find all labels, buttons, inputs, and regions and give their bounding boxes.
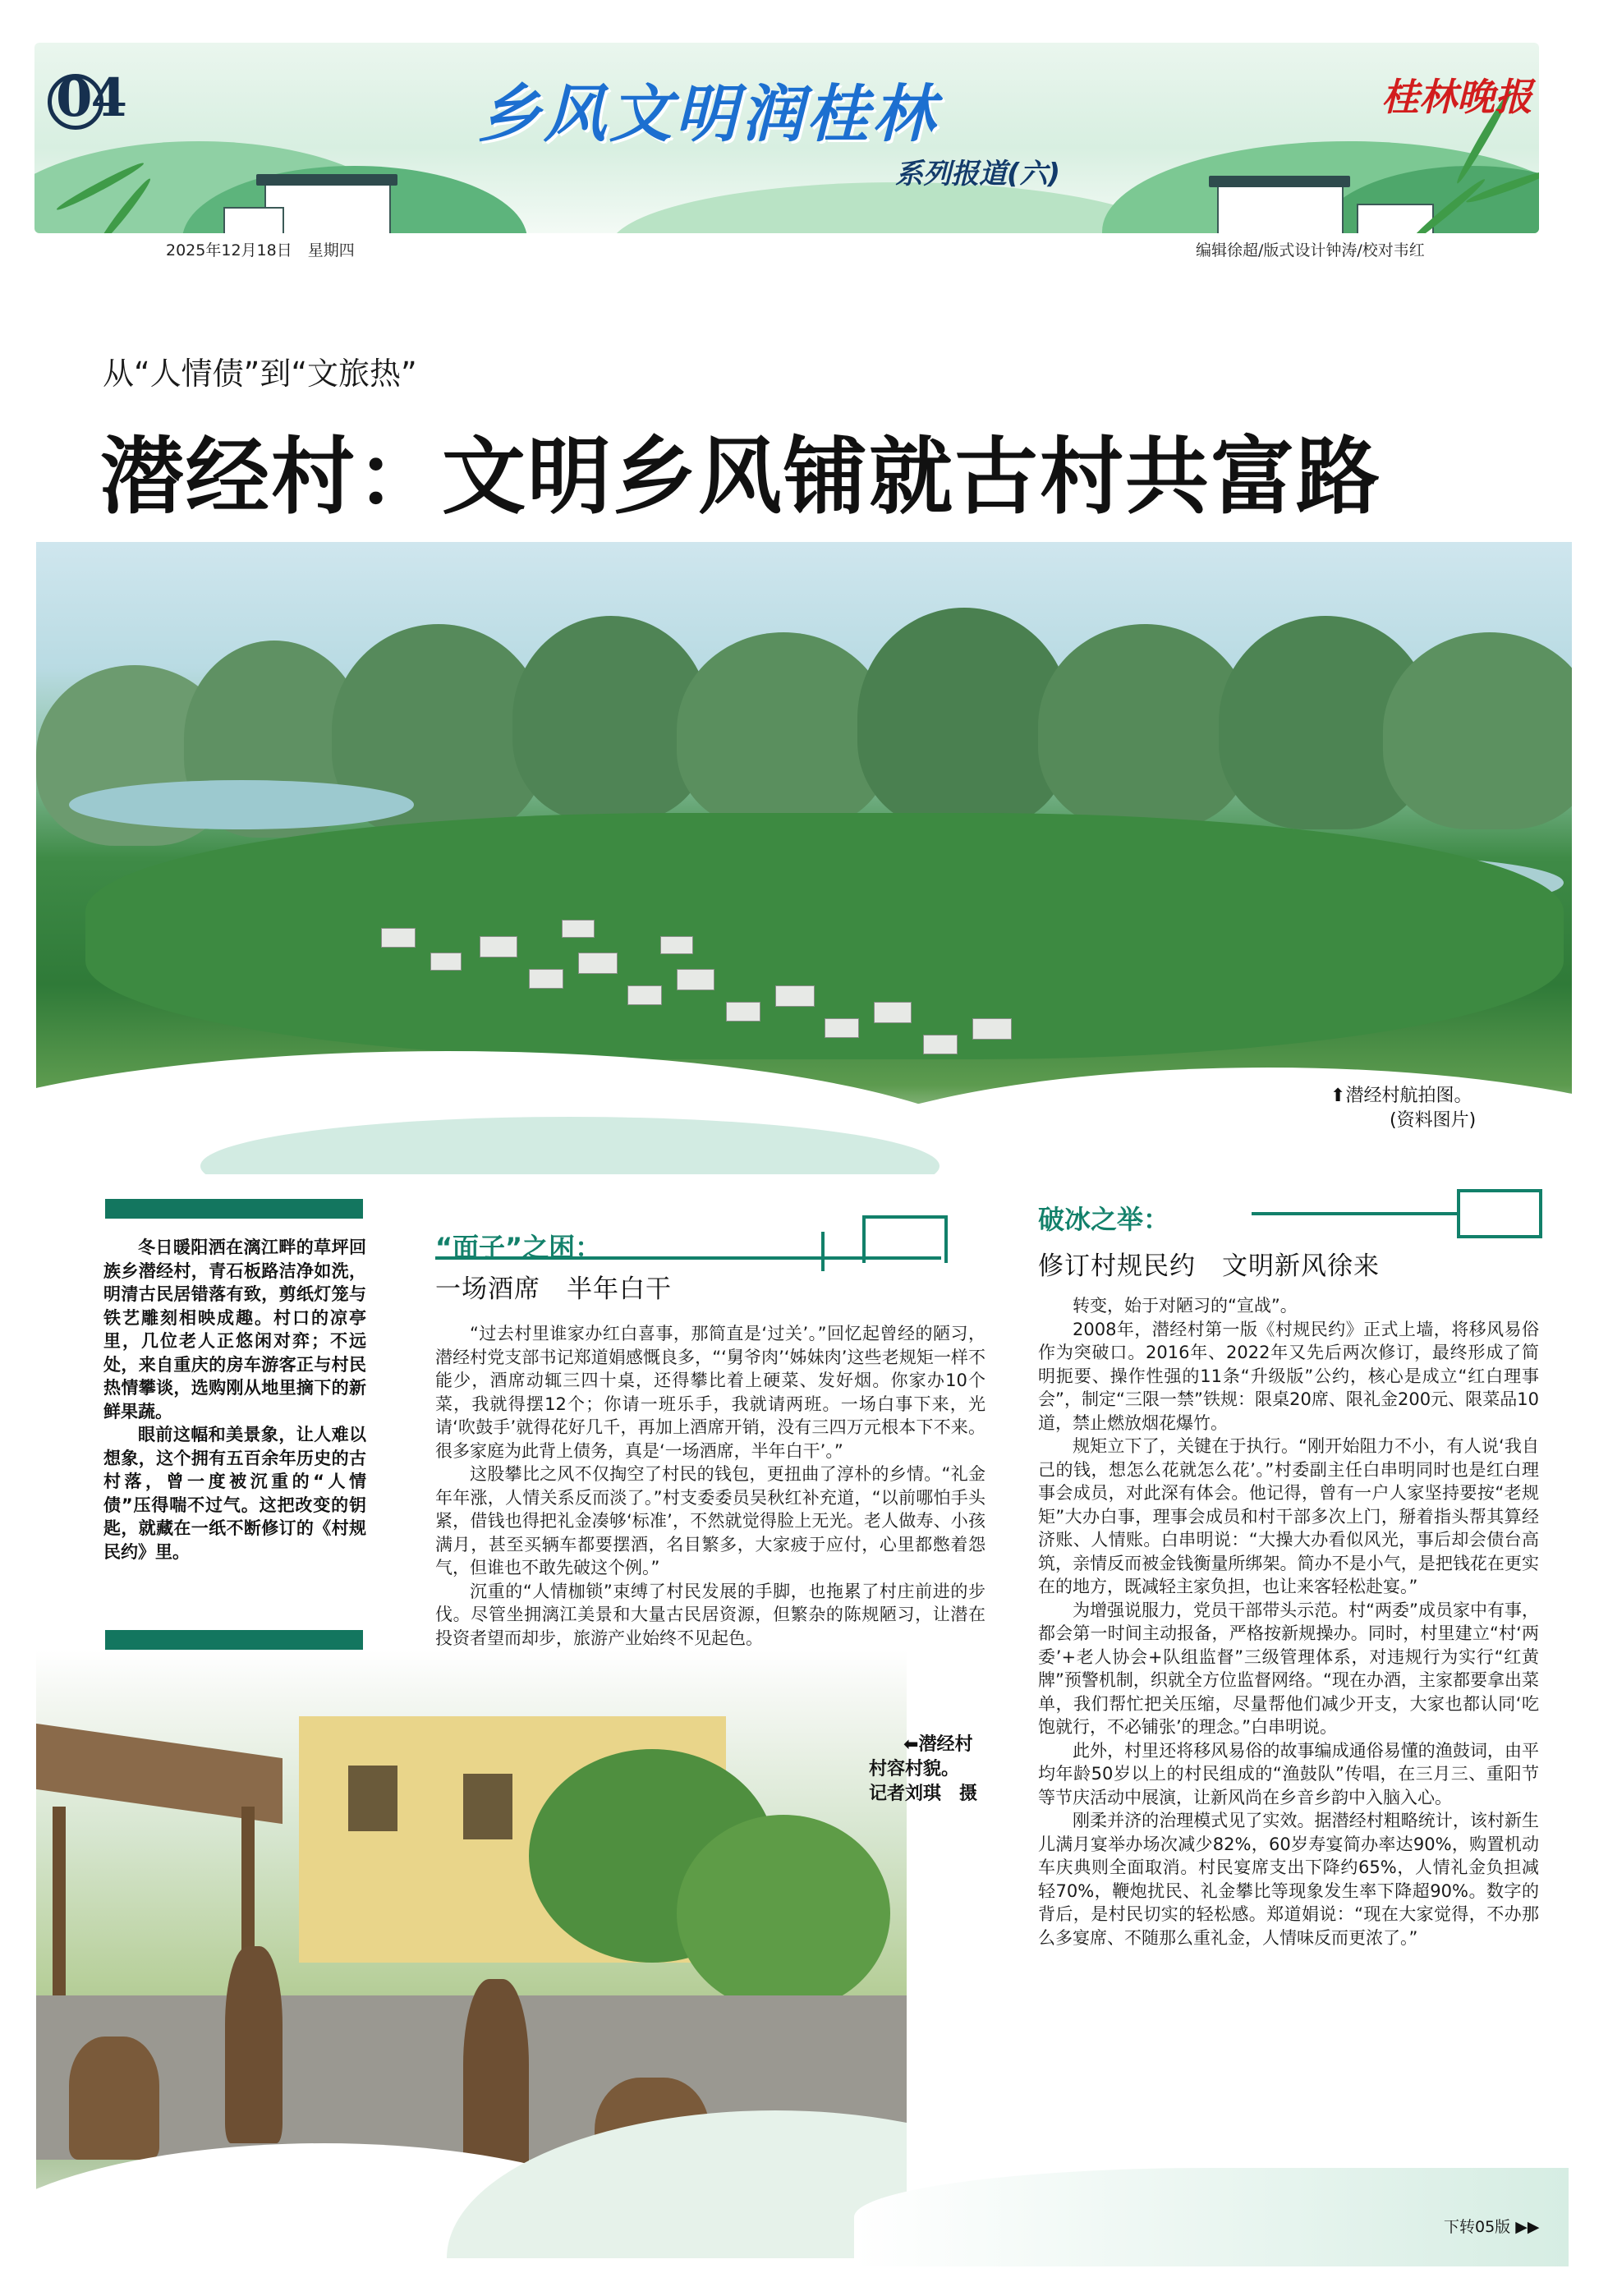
section1-heading	[435, 1215, 961, 1314]
kicker: 从“人情债”到“文旅热”	[103, 356, 417, 392]
column-title: 乡风文明润桂林	[478, 77, 938, 150]
intro-bottom-bar	[105, 1630, 363, 1650]
house-icon	[223, 207, 284, 233]
section2-heading	[1038, 1189, 1547, 1293]
body-paragraph: 转变，始于对陋习的“宣战”。	[1073, 1296, 1298, 1316]
intro-paragraph: 冬日暖阳洒在漓江畔的草坪回族乡潜经村，青石板路洁净如洗，明清古民居错落有致，剪纸灯笼与铁艺雕刻相映成趣。村口的凉亭里，几位老人正悠闲对弈；不远处，来自重庆的房车游客正与村民热情攀谈，选购刚从地里摘下的新鲜果蔬。	[103, 1238, 366, 1421]
headline: 潜经村：文明乡风铺就古村共富路	[100, 429, 1381, 526]
intro-top-bar	[105, 1199, 363, 1219]
house-icon	[1217, 184, 1344, 233]
arrow-left-icon: ⬅	[903, 1734, 919, 1755]
village-photo	[36, 1651, 907, 2258]
arrow-right-icon: ▶▶	[1510, 2218, 1540, 2236]
body-paragraph: 刚柔并济的治理模式见了实效。据潜经村粗略统计，该村新生儿满月宴举办场次减少82%，60岁寿宴简办率达90%，购置机动车庆典则全面取消。村民宴席支出下降约65%，人情礼金负担减轻70%，鞭炮扰民、礼金攀比等现象发生率下降超90%。数字的背后，是村民切实的轻松感。郑道娟说：“现在大家觉得，不办那么多宴席、不随那么重礼金，人情味反而更浓了。”	[1038, 1811, 1539, 1948]
section1-subtitle: 一场酒席 半年白干	[435, 1274, 672, 1304]
body-paragraph: 规矩立下了，关键在于执行。“刚开始阻力不小，有人说‘我自己的钱，想怎么花就怎么花’。”村委副主任白串明同时也是红白理事会成员，对此深有体会。他记得，曾有一户人家坚持要按“老规矩”大办白事，理事会成员和村干部多次上门，掰着指头帮其算经济账、人情账。白串明说：“大操大办看似风光，事后却会债台高筑，亲情反而被金钱衡量所绑架。简办不是小气，是把钱花在更实在的地方，既减轻主家负担，也让来客轻松赴宴。”	[1038, 1436, 1539, 1596]
series-label: 系列报道(六)	[895, 158, 1061, 191]
body-paragraph: “过去村里谁家办红白喜事，那简直是‘过关’。”回忆起曾经的陋习，潜经村党支部书记郑道娟感慨良多，“‘舅爷肉’‘姊妹肉’这些老规矩一样不能少，酒席动辄三四十桌，还得攀比着上硬菜、发好烟。你家办10个菜，我就得摆12个；你请一班乐手，我就请两班。一场白事下来，光请‘吹鼓手’就得花好几千，再加上酒席开销，没有三四万元根本下不来。很多家庭为此背上债务，真是‘一场酒席，半年白干’。”	[435, 1324, 985, 1461]
page-number: 04	[48, 67, 117, 129]
aerial-photo	[36, 542, 1572, 1174]
body-paragraph: 2008年，潜经村第一版《村规民约》正式上墙，将移风易俗作为突破口。2016年、2022年又先后两次修订，最终形成了简明扼要、操作性强的11条“升级版”公约，核心是成立“红白理事会”，制定“三限一禁”铁规：限桌20席、限礼金200元、限菜品10道，禁止燃放烟花爆竹。	[1038, 1319, 1539, 1433]
body-paragraph: 这股攀比之风不仅掏空了村民的钱包，更扭曲了淳朴的乡情。“礼金年年涨，人情关系反而淡了。”村支委委员吴秋红补充道，“以前哪怕手头紧，借钱也得把礼金凑够‘标准’，不然就觉得脸上无光。老人做寿、小孩满月，甚至买辆车都要摆酒，名目繁多，大家疲于应付，心里都憋着怨气，但谁也不敢先破这个例。”	[435, 1464, 985, 1577]
section2-tag: 破冰之举：	[1038, 1204, 1170, 1235]
staff-credit: 编辑徐超/版式设计钟涛/校对韦红	[1196, 241, 1425, 259]
continued-label: 下转05版 ▶▶	[1444, 2218, 1540, 2236]
section2-subtitle: 修订村规民约 文明新风徐来	[1038, 1251, 1380, 1281]
section1-tag: “面子”之困：	[435, 1232, 602, 1263]
date-line: 2025年12月18日 星期四	[166, 241, 355, 259]
section2-body	[1038, 1294, 1539, 1949]
intro-text	[103, 1236, 366, 1564]
village-caption: ⬅潜经村 村容村貌。 记者刘琪 摄	[869, 1734, 978, 1804]
masthead-banner	[34, 43, 1539, 233]
arrow-up-icon: ⬆	[1330, 1086, 1346, 1106]
body-paragraph: 沉重的“人情枷锁”束缚了村民发展的手脚，也拖累了村庄前进的步伐。尽管坐拥漓江美景和大量古民居资源，但繁杂的陈规陋习，让潜在投资者望而却步，旅游产业始终不见起色。	[435, 1581, 985, 1648]
body-paragraph: 为增强说服力，党员干部带头示范。村“两委”成员家中有事，都会第一时间主动报备，严格按新规操办。同时，村里建立“村‘两委’+老人协会+队组监督”三级管理体系，对违规行为实行“红黄牌”预警机制，织就全方位监督网络。“现在办酒，主家都要拿出菜单，我们帮忙把关压缩，尽量帮他们减少开支，大家也都认同‘吃饱就行，不必铺张’的理念。”白串明说。	[1038, 1600, 1539, 1737]
intro-paragraph: 眼前这幅和美景象，让人难以想象，这个拥有五百余年历史的古村落，曾一度被沉重的“人情债”压得喘不过气。这把改变的钥匙，就藏在一纸不断修订的《村规民约》里。	[103, 1425, 366, 1562]
aerial-caption: ⬆潜经村航拍图。 (资料图片)	[1330, 1086, 1477, 1131]
body-paragraph: 此外，村里还将移风易俗的故事编成通俗易懂的渔鼓词，由平均年龄50岁以上的村民组成的“渔鼓队”传唱，在三月三、重阳节等节庆活动中展演，让新风尚在乡音乡韵中入脑入心。	[1038, 1740, 1539, 1807]
newspaper-logo: 桂林晚报	[1381, 75, 1532, 119]
section1-body	[435, 1322, 985, 1650]
